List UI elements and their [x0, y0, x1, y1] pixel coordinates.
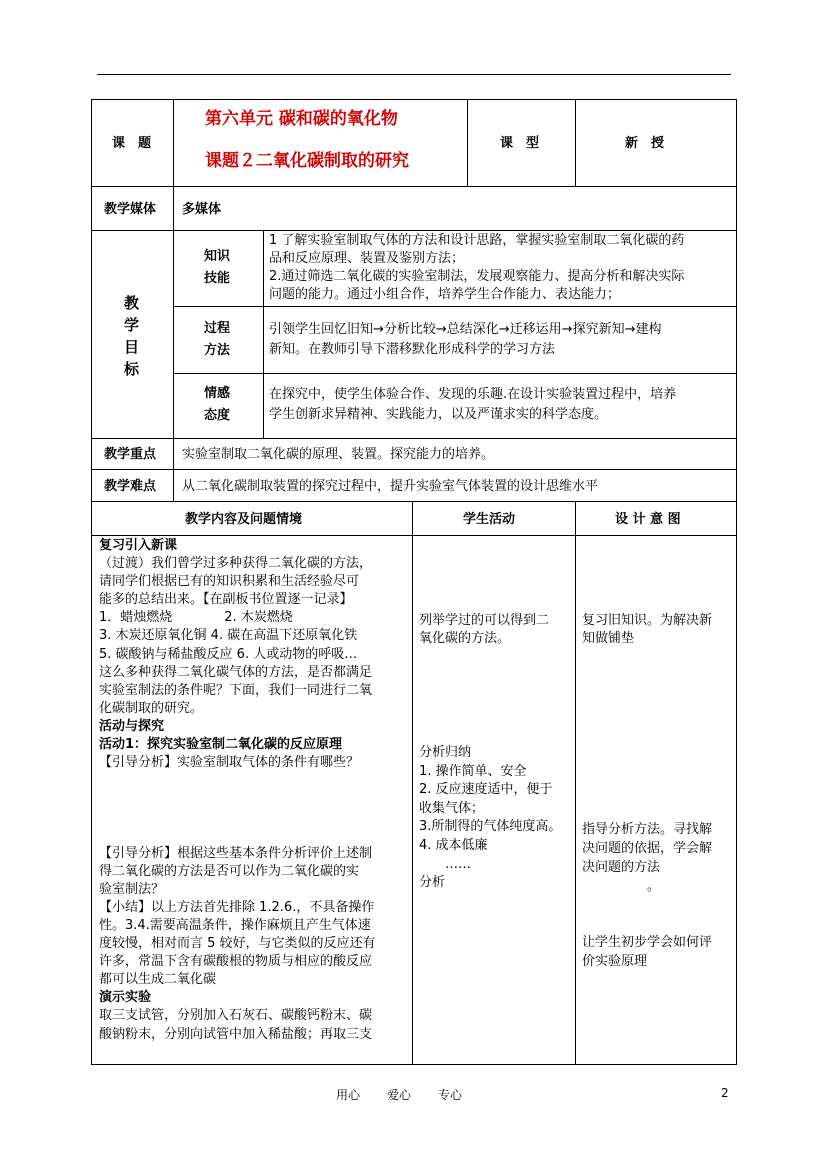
content-line: 活动1：探究实验室制二氧化碳的反应原理 [99, 737, 343, 753]
footer-text-1: 用心 [336, 1088, 361, 1102]
media-value-cell [173, 186, 737, 231]
content-line: 【引导分析】根据这些基本条件分析评价上述制 [99, 845, 373, 861]
knowledge-label: 知识 技能 [204, 249, 231, 286]
content-line: 3. 木炭还原氧化铜 4. 碳在高温下还原氧化铁 [99, 628, 358, 644]
content-line [99, 790, 376, 808]
content-text [99, 537, 376, 1044]
keypoint-value: 实验室制取二氧化碳的原理、装置。探究能力的培养。 [182, 447, 495, 462]
content-line [99, 827, 376, 845]
media-value: 多媒体 [182, 202, 222, 217]
goals-label: 教 学 目 标 [124, 294, 140, 378]
content-line [99, 808, 376, 826]
process-text: 引领学生回忆旧知→分析比较→总结深化→迁移运用→探究新知→建构 新知。在教师引导下潜移默化形成科学的学习方法 [269, 322, 662, 357]
student-text-b: 分析归纳 1. 操作简单、安全 2. 反应速度适中，便于 收集气体； 3.所制得的气体纯度高。 4. 成本低廉 …… 分析 [419, 745, 562, 891]
content-line: 度较慢，相对而言 5 较好，与它类似的反应还有 [99, 936, 376, 952]
keypoint-label: 教学重点 [104, 447, 157, 462]
lesson-title-line1: 第六单元 碳和碳的氧化物 [205, 109, 398, 129]
page-number: 2 [721, 1086, 729, 1100]
lesson-title-line2: 课题２二氧化碳制取的研究 [205, 151, 409, 171]
content-line: 能多的总结出来。【在副板书位置逐一记录】 [99, 592, 353, 608]
content-line: 实验室制法的条件呢？下面，我们一同进行二氧 [99, 682, 373, 698]
content-line: （过渡）我们曾学过多种获得二氧化碳的方法， [99, 556, 373, 572]
content-line: 取三支试管，分别加入石灰石、碳酸钙粉末、碳 [99, 1008, 373, 1024]
col-content-header: 教学内容及问题情境 [185, 512, 303, 527]
topic-label: 课 题 [112, 136, 152, 151]
content-line: 【小结】以上方法首先排除 1.2.6.，不具备操作 [99, 899, 375, 915]
content-line: 酸钠粉末，分别向试管中加入稀盐酸；再取三支 [99, 1026, 373, 1042]
footer-text-3: 专心 [438, 1088, 463, 1102]
header-rule [97, 74, 731, 75]
emotion-label: 情感 态度 [204, 386, 231, 423]
content-line: 性。3.4.需要高温条件，操作麻烦且产生气体速 [99, 917, 371, 933]
col-design-header: 设 计 意 图 [615, 512, 681, 527]
content-line [99, 772, 376, 790]
content-line: 1．蜡烛燃烧 2. 木炭燃烧 [99, 610, 293, 626]
content-line: 【引导分析】实验室制取气体的条件有哪些？ [99, 755, 360, 771]
design-text-c: 让学生初步学会如何评 价实验原理 [582, 935, 713, 969]
design-text-b: 指导分析方法。寻找解 决问题的依据，学会解 决问题的方法 。 [582, 822, 713, 894]
emotion-text: 在探究中，使学生体验合作、发现的乐趣.在设计实验装置过程中，培养 学生创新求异精神、实践能力，以及严谨求实的科学态度。 [269, 387, 677, 422]
design-text-a: 复习旧知识。为解决新 知做铺垫 [582, 613, 713, 646]
difficulty-label: 教学难点 [104, 479, 157, 494]
content-line: 演示实验 [99, 990, 152, 1006]
col-student-header: 学生活动 [463, 512, 516, 527]
media-label: 教学媒体 [104, 202, 157, 217]
content-line: 化碳制取的研究。 [99, 700, 204, 716]
content-line: 这么多种获得二氧化碳气体的方法，是否都满足 [99, 664, 373, 680]
content-line: 复习引入新课 [99, 538, 178, 553]
content-line: 许多，常温下含有碳酸根的物质与相应的酸反应 [99, 954, 373, 970]
type-label: 课 型 [500, 136, 540, 151]
content-line: 活动与探究 [99, 718, 165, 734]
content-line: 验室制法？ [99, 881, 165, 897]
type-value: 新 授 [625, 136, 665, 151]
content-line: 5. 碳酸钠与稀盐酸反应 6. 人或动物的呼吸… [99, 646, 358, 662]
content-line: 得二氧化碳的方法是否可以作为二氧化碳的实 [99, 863, 360, 879]
difficulty-value: 从二氧化碳制取装置的探究过程中，提升实验室气体装置的设计思维水平 [182, 479, 599, 494]
student-text-a: 列举学过的可以得到二 氧化碳的方法。 [419, 613, 550, 646]
content-line: 请同学们根据已有的知识积累和生活经验尽可 [99, 574, 360, 590]
footer-text-2: 爱心 [387, 1088, 412, 1102]
knowledge-text: 1 了解实验室制取气体的方法和设计思路，掌握实验室制取二氧化碳的药 品和反应原理、装置及鉴别方法； 2.通过筛选二氧化碳的实验室制法，发展观察能力、提高分析和解决实际 问题的能力。通过小组合作，培养学生合作能力、表达能力； [269, 233, 685, 302]
content-line: 都可以生成二氧化碳 [99, 972, 217, 988]
process-label: 过程 方法 [204, 321, 231, 358]
